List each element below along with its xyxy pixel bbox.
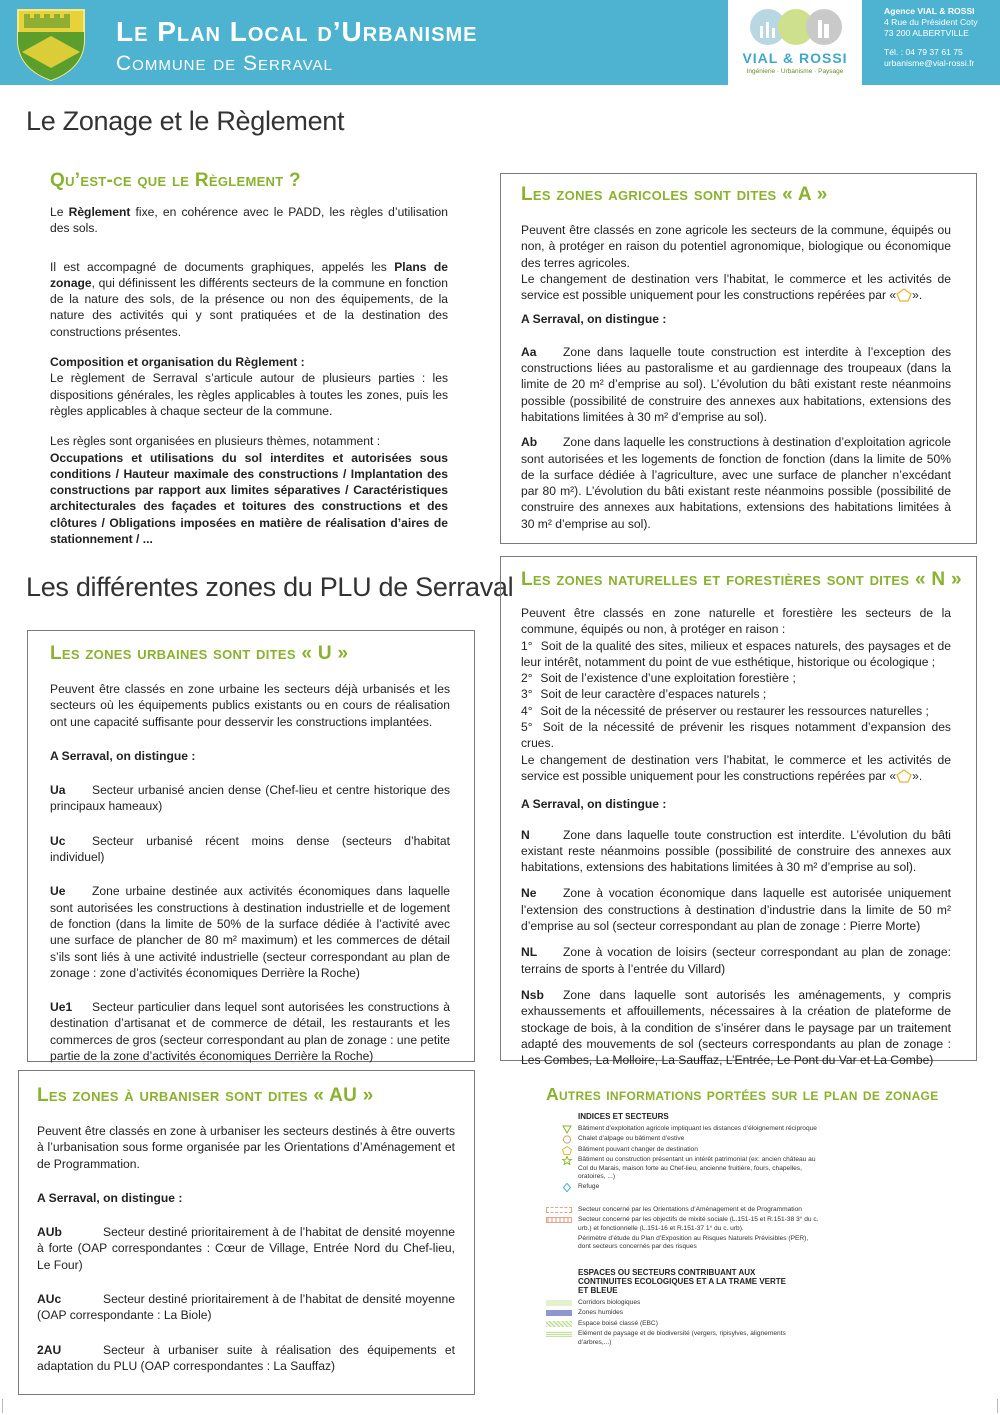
autres-heading: Autres informations portées sur le plan de zonage [546, 1084, 939, 1104]
legend-item: Zones humides [560, 1309, 820, 1317]
zone-a-heading: Les zones agricoles sont dites « A » [521, 184, 828, 205]
logo-tagline: Ingénierie · Urbanisme · Paysage [746, 68, 844, 75]
logo-name: VIAL & ROSSI [742, 50, 848, 66]
zone-u-item: Ue1 Secteur particulier dans lequel sont autorisées les constructions à destination d’artisanat et de commerce de détail, les restaurants et les commerces de gros (secteur correspondant au plan de zonage : une petite partie de la zone d’activités économiques Derrière la Roche) [50, 1000, 451, 1064]
oap-swatch [546, 1207, 572, 1213]
legend-item: Périmètre d’étude du Plan d’Exposition au Risques Naturels Prévisibles (PER), dont secteurs concernés par des risques [578, 1235, 809, 1251]
legend-item: Bâtiment d’exploitation agricole impliquant les distances d’éloignement réciproque [560, 1125, 820, 1133]
crop-mark [992, 1399, 998, 1413]
zone-n-item: Ne Zone à vocation économique dans laquelle est autorisée uniquement l’extension des constructions à destination d’industrie dans la limite de 50 m² d’emprise au sol (secteur correspondant au plan de zonage : Pierre Morte) [521, 886, 951, 934]
legend-item: Bâtiment ou construction présentant un intérêt patrimonial (ex: ancien château au Col du Marais, maison forte au Chef-lieu, ancienne fruitière, fours, chapelles, oratoires, ...) [560, 1156, 820, 1181]
zone-n-reason: 5° Soit de la nécessité de prévenir les risques notamment d’expansion des crues. [521, 720, 951, 751]
zone-u-distinguish: A Serraval, on distingue : [50, 748, 196, 763]
triangle-down-icon [560, 1125, 574, 1134]
zone-a-item: Aa Zone dans laquelle toute construction est interdite à l’exception des constructions liées au pastoralisme et au gardiennage des troupeaux (dans la limite de 20 m² d’emprise au sol). L’évolution du bâti existant reste néanmoins possible (possibilité de construire des annexes aux habitations, extensions des habitations limitées à 30 m² d’emprise au sol). [521, 344, 951, 424]
zone-n-distinguish: A Serraval, on distingue : [521, 797, 667, 812]
zone-u-item: Uc Secteur urbanisé récent moins dense (secteurs d’habitat individuel) [50, 833, 450, 865]
pentagon-icon [560, 1146, 574, 1155]
legend-item: Secteur concerné par les Orientations d’Aménagement et de Programmation [560, 1206, 820, 1214]
commune-crest-icon [12, 6, 90, 82]
circle-icon [560, 1135, 574, 1144]
agency-street: 4 Rue du Président Coty [884, 17, 978, 27]
legend-item: Elément de paysage et de biodiversité (vergers, ripisylves, alignements d’arbres,...) [560, 1330, 820, 1347]
zone-n-reason: 1° Soit de la qualité des sites, milieux et espaces naturels, des paysages et de leur intérêt, notamment du point de vue esthétique, historique ou écologique ; [521, 638, 951, 669]
logo-circles-icon [748, 6, 844, 48]
zone-au-distinguish: A Serraval, on distingue : [37, 1190, 183, 1205]
ebc-swatch [546, 1321, 572, 1327]
zone-u-panel [27, 630, 475, 1062]
zone-n-item: Nsb Zone dans laquelle sont autorisés les aménagements, y compris exhaussements et affouillements, nécessaires à la création de plateforme de stockage de bois, à la condition de s’insérer dans le paysage par un traitement adapté des mouvements de sol (secteurs correspondants au plan de zonage : Les Combes, La Molloire, La Sauffaz, L’Entrée, Le Pont du Var et La Combe) [521, 987, 951, 1068]
diamond-icon [560, 1183, 574, 1192]
zone-n-reason: 2° Soit de l’existence d’une exploitation forestière ; [521, 671, 796, 686]
zone-n-reason: 4° Soit de la nécessité de préserver ou restaurer les ressources naturelles ; [521, 703, 929, 718]
agency-phone: Tél. : 04 79 37 61 75 [884, 47, 963, 57]
zone-a-panel [500, 173, 977, 544]
section-title-zones: Les différentes zones du PLU de Serraval [26, 572, 514, 602]
zone-a-change: Le changement de destination vers l’habitat, le commerce et les activités de service est possible uniquement pour les constructions repérées par « ». [521, 271, 951, 303]
section-title-zonage: Le Zonage et le Règlement [26, 106, 345, 136]
zone-n-item: N Zone dans laquelle toute construction est interdite. L’évolution du bâti existant reste néanmoins possible (possibilité de construire des annexes aux habitations, extensions des habitations limitées à 30 m² d’emprise au sol). [521, 827, 951, 875]
zone-u-item: Ue Zone urbaine destinée aux activités économiques dans laquelle sont autorisées les constructions à destination industrielle et de logement de fonction (dans la limite de 50% de la surface dédiée à l’activité avec une surface de plancher de 80 m² maximum) et les commerces de détail s’ils sont liés à une activité industrielle (secteur correspondant au plan de zonage : zone d’activités économiques Derrière la Roche) [50, 884, 450, 980]
agency-email[interactable]: urbanisme@vial-rossi.fr [884, 58, 975, 68]
legend-item: Refuge [560, 1183, 820, 1191]
zone-au-item: 2AU Secteur à urbaniser suite à réalisation des équipements et adaptation du PLU (OAP correspondantes : La Sauffaz) [37, 1342, 455, 1373]
paysage-swatch [546, 1331, 572, 1337]
legend-tvb-head: ESPACES OU SECTEURS CONTRIBUANT AUX CONTINUITES ECOLOGIQUES ET A LA TRAME VERTE ET BLEUE [578, 1267, 787, 1295]
zone-u-heading: Les zones urbaines sont dites « U » [50, 643, 349, 664]
zone-u-item: Ua Secteur urbanisé ancien dense (Chef-lieu et centre historique des principaux hameaux) [50, 783, 450, 814]
pentagon-icon [896, 769, 912, 783]
zone-au-item: AUc Secteur destiné prioritairement à de l’habitat de densité moyenne (OAP correspondante : La Biole) [37, 1292, 455, 1323]
header-banner [0, 0, 1000, 85]
mixite-swatch [546, 1217, 572, 1223]
star-icon [560, 1156, 574, 1165]
zone-a-intro: Peuvent être classés en zone agricole les secteurs de la commune, équipés ou non, à protéger en raison du potentiel agronomique, biologique ou économique des terres agricoles. [521, 223, 951, 270]
zone-n-heading: Les zones naturelles et forestières sont dites « N » [521, 569, 962, 590]
legend-item: Espace boisé classé (EBC) [560, 1320, 820, 1328]
reglement-text: Le Règlement fixe, en cohérence avec le PADD, les règles d’utilisation des sols. Il est accompagné de documents graphiques, appelés les Plans de zonage, qui définissent les différents secteurs de la commune en fonction de la nature des sols, de la présence ou non des équipements, de la nature des activités qui y sont pratiquées et de la destination des constructions présentes. Composition et organisation du Règlement : Le règlement de Serraval s’articule autour de plusieurs parties : les dispositions générales, les règles applicables à toutes les zones, puis les règles applicables à chaque secteur de la commune. Les règles sont organisées en plusieurs thèmes, notamment : Occupations et utilisations du sol interdites et autorisées sous conditions / Hauteur maximale des constructions / Implantation des constructions par rapport aux limites séparatives / Caractéristiques architecturales des façades et toitures des constructions et des clôtures / Obligations imposées en matière de réalisation d’aires de stationnement / ... [50, 205, 448, 547]
zone-au-panel [18, 1070, 475, 1395]
zone-n-change: Le changement de destination vers l’habitat, le commerce et les activités de service est possible uniquement pour les constructions repérées par « ». [521, 752, 951, 783]
zone-au-item: AUb Secteur destiné prioritairement à de l’habitat de densité moyenne à forte (OAP correspondantes : Cœur de Village, Entrée Nord du Chef-lieu, Le Four) [37, 1225, 455, 1272]
agency-contact [884, 6, 996, 69]
zoning-legend [560, 1112, 820, 1349]
reglement-heading: Qu’est-ce que le Règlement ? [50, 170, 301, 191]
legend-item: Chalet d’alpage ou bâtiment d’estive [560, 1135, 820, 1143]
wetland-swatch [546, 1310, 572, 1316]
legend-indices-head: INDICES ET SECTEURS [578, 1112, 669, 1121]
corridor-swatch [546, 1300, 572, 1306]
zone-a-item: Ab Zone dans laquelle les constructions à destination d’exploitation agricole sont autorisées et les logements de fonction de fonction (dans la limite de 50% de la surface dédiée à l’agriculture, avec une surface de plancher n’excédant par 80 m²). L’évolution du bâti existant reste néanmoins possible (possibilité de construire des annexes aux habitations, extensions des habitations limitées à 30 m² d’emprise au sol). [521, 435, 951, 531]
zone-au-intro: Peuvent être classés en zone à urbaniser les secteurs destinés à être ouverts à l’urbanisation sous forme organisée par les Orientations d’Aménagement et de Programmation. [37, 1124, 455, 1171]
page-title: Le Plan Local d’Urbanisme [116, 16, 478, 47]
pentagon-icon [896, 288, 912, 302]
zone-n-intro: Peuvent être classés en zone naturelle et forestière les secteurs de la commune, équipés ou non, à protéger en raison : [521, 606, 951, 637]
agency-city: 73 200 ALBERTVILLE [884, 28, 969, 38]
zone-n-reason: 3° Soit de leur caractère d’espaces naturels ; [521, 687, 767, 702]
zone-n-panel [500, 556, 977, 1068]
zone-u-intro: Peuvent être classés en zone urbaine les secteurs déjà urbanisés et les secteurs où les équipements publics existants ou en cours de réalisation ont une capacité suffisante pour desservir les constructions implantées. [50, 682, 450, 729]
legend-item: Bâtiment pouvant changer de destination [560, 1146, 820, 1154]
zone-a-distinguish: A Serraval, on distingue : [521, 312, 667, 327]
crop-mark [2, 1399, 8, 1413]
page-subtitle: Commune de Serraval [116, 52, 333, 75]
legend-item: Corridors biologiques [560, 1299, 820, 1307]
agency-name: Agence VIAL & ROSSI [884, 6, 975, 16]
agency-logo [728, 0, 862, 85]
zone-n-item: NL Zone à vocation de loisirs (secteur correspondant au plan de zonage: terrains de sports à l’entrée du Villard) [521, 945, 951, 976]
zone-au-heading: Les zones à urbaniser sont dites « AU » [37, 1085, 374, 1106]
legend-item: Secteur concerné par les objectifs de mixité sociale (L.151-15 et R.151-38 3° du c. urb.) et fonctionnelle (L.151-16 et R.151-37 1° du c. urb). [560, 1216, 820, 1233]
